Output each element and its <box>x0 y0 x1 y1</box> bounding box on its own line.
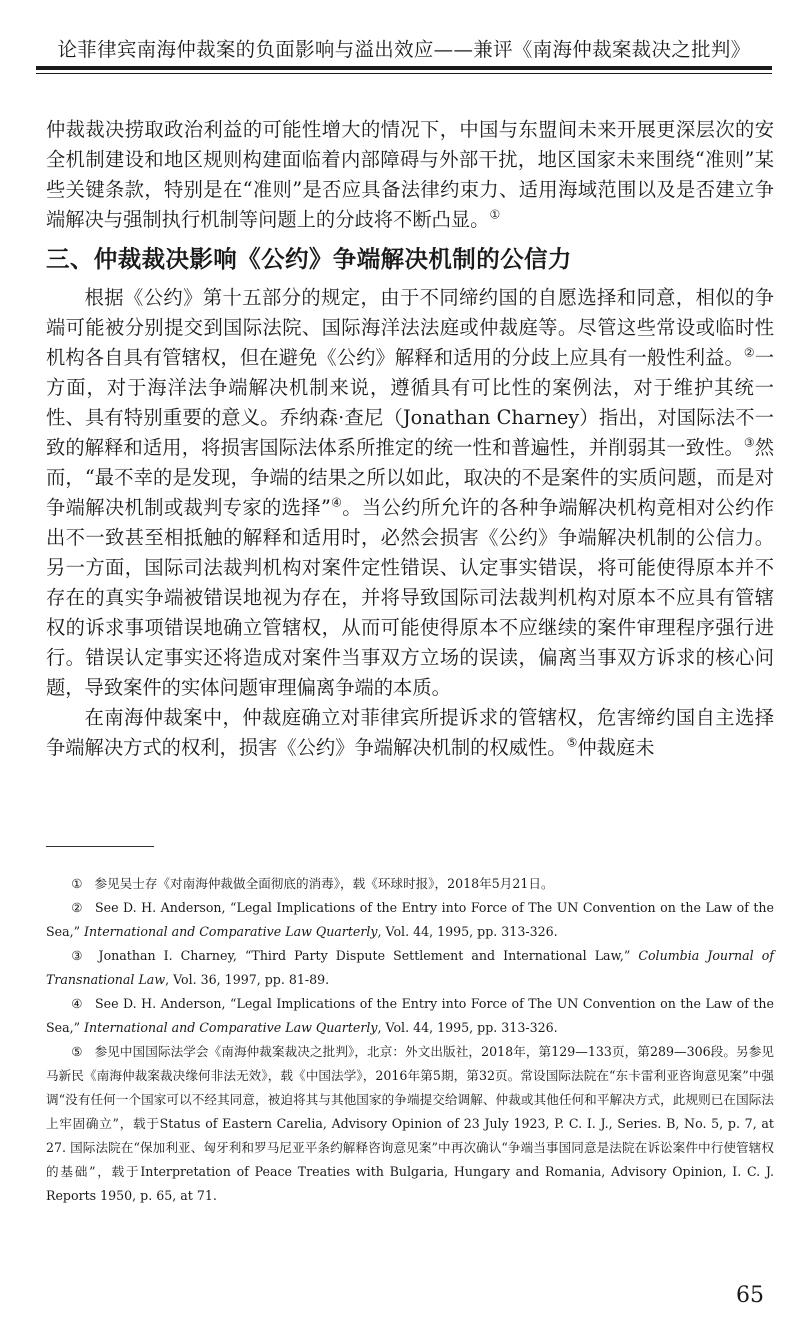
footnote-number: ⑤ <box>71 1044 83 1059</box>
footnote-3 <box>46 944 774 992</box>
paragraph-text: 仲裁裁决捞取政治利益的可能性增大的情况下，中国与东盟间未来开展更深层次的安全机制建设和地区规则构建面临着内部障碍与外部干扰，地区国家未来围绕“准则”某些关键条款，特别是在“准则”是否应具备法律约束力、适用海域范围以及是否建立争端解决与强制执行机制等问题上的分歧将不断凸显。 <box>46 118 774 231</box>
footnote-5 <box>46 1040 774 1208</box>
paragraph-continued <box>46 115 774 235</box>
paragraph-text: 仲裁庭未 <box>577 736 655 759</box>
header-rule-thick <box>36 66 772 70</box>
journal-title: International and Comparative Law Quarterly <box>84 1020 378 1035</box>
footnote-ref-3[interactable]: ③ <box>743 435 755 450</box>
footnote-separator <box>46 846 154 847</box>
footnote-text: See D. H. Anderson, “Legal Implications of the Entry into Force of The UN Convention on the Law of the Sea,” <box>46 996 774 1035</box>
footnote-ref-1[interactable]: ① <box>489 207 501 222</box>
footnote-text: , Vol. 36, 1997, pp. 81-89. <box>165 972 330 987</box>
footnote-1 <box>46 872 774 896</box>
page-number: 65 <box>736 1283 764 1308</box>
footnote-2 <box>46 896 774 944</box>
footnote-4 <box>46 992 774 1040</box>
paragraph <box>46 703 774 763</box>
footnote-ref-2[interactable]: ② <box>743 345 755 360</box>
footnote-ref-4[interactable]: ④ <box>330 495 343 510</box>
footnote-number: ③ <box>71 948 87 963</box>
paragraph-text: 然而，“最不幸的是发现，争端的结果之所以如此，取决的不是案件的实质问题，而是对争端解决机制或裁判专家的选择” <box>46 436 775 519</box>
footnote-text: 参见吴士存《对南海仲裁做全面彻底的消毒》，载《环球时报》，2018年5月21日。 <box>94 876 554 891</box>
journal-title: Columbia Journal of Transnational Law <box>46 948 774 987</box>
running-header: 论菲律宾南海仲裁案的负面影响与溢出效应——兼评《南海仲裁案裁决之批判》 <box>57 38 751 61</box>
footnote-text: Jonathan I. Charney, “Third Party Dispute Settlement and International Law,” <box>98 948 639 963</box>
paragraph-text: 。当公约所允许的各种争端解决机构竟相对公约作出不一致甚至相抵触的解释和适用时，必然会损害《公约》争端解决机制的公信力。另一方面，国际司法裁判机构对案件定性错误、认定事实错误，将可能使得原本并不存在的真实争端被错误地视为存在，并将导致国际司法裁判机构对原本不应具有管辖权的诉求事项错误地确立管辖权，从而可能使得原本不应继续的案件审理程序强行进行。错误认定事实还将造成对案件当事双方立场的误读，偏离当事双方诉求的核心问题，导致案件的实体问题审理偏离争端的本质。 <box>46 496 775 699</box>
footnotes <box>46 872 774 1208</box>
paragraph-text: 在南海仲裁案中，仲裁庭确立对菲律宾所提诉求的管辖权，危害缔约国自主选择争端解决方式的权利，损害《公约》争端解决机制的权威性。 <box>46 706 774 759</box>
footnote-text: 参见中国国际法学会《南海仲裁案裁决之批判》，北京：外文出版社，2018年，第129—133页，第289—306段。另参见马新民《南海仲裁案裁决缘何非法无效》，载《中国法学》，2016年第5期，第32页。常设国际法院在“东卡雷利亚咨询意见案”中强调“没有任何一个国家可以不经其同意，被迫将其与其他国家的争端提交给调解、仲裁或其他任何和平解决方式，此规则已在国际法上牢固确立”，载于Status of Eastern Carelia, Advisory Opinion of 23 July 1923, P. C. I. J., Series. B, No. 5, p. 7, at 27. 国际法院在“保加利亚、匈牙利和罗马尼亚平条约解释咨询意见案”中再次确认“争端当事国同意是法院在诉讼案件中行使管辖权的基础”，载于Interpretation of Peace Treaties with Bulgaria, Hungary and Romania, Advisory Opinion, I. C. J. Reports 1950, p. 65, at 71. <box>46 1044 774 1203</box>
section-heading: 三、仲裁裁决影响《公约》争端解决机制的公信力 <box>46 245 572 273</box>
footnote-text: See D. H. Anderson, “Legal Implications of the Entry into Force of The UN Convention on the Law of the Sea,” <box>46 900 774 939</box>
footnote-number: ④ <box>71 996 83 1011</box>
journal-title: International and Comparative Law Quarterly <box>84 924 378 939</box>
footnote-number: ① <box>71 876 83 891</box>
footnote-text: , Vol. 44, 1995, pp. 313-326. <box>377 1020 558 1035</box>
paragraph <box>46 283 774 703</box>
footnote-text: , Vol. 44, 1995, pp. 313-326. <box>377 924 558 939</box>
footnote-ref-5[interactable]: ⑤ <box>566 735 578 750</box>
main-text <box>46 115 774 763</box>
paragraph-text: 根据《公约》第十五部分的规定，由于不同缔约国的自愿选择和同意，相似的争端可能被分别提交到国际法院、国际海洋法法庭或仲裁庭等。尽管这些常设或临时性机构各自具有管辖权，但在避免《公约》解释和适用的分歧上应具有一般性利益。 <box>46 286 774 369</box>
paragraph-text: 一方面，对于海洋法争端解决机制来说，遵循具有可比性的案例法，对于维护其统一性、具有特别重要的意义。乔纳森·查尼（Jonathan Charney）指出，对国际法不一致的解释和适用，将损害国际法体系所推定的统一性和普遍性，并削弱其一致性。 <box>46 346 775 459</box>
header-rule-thin <box>36 73 772 74</box>
footnote-number: ② <box>71 900 83 915</box>
